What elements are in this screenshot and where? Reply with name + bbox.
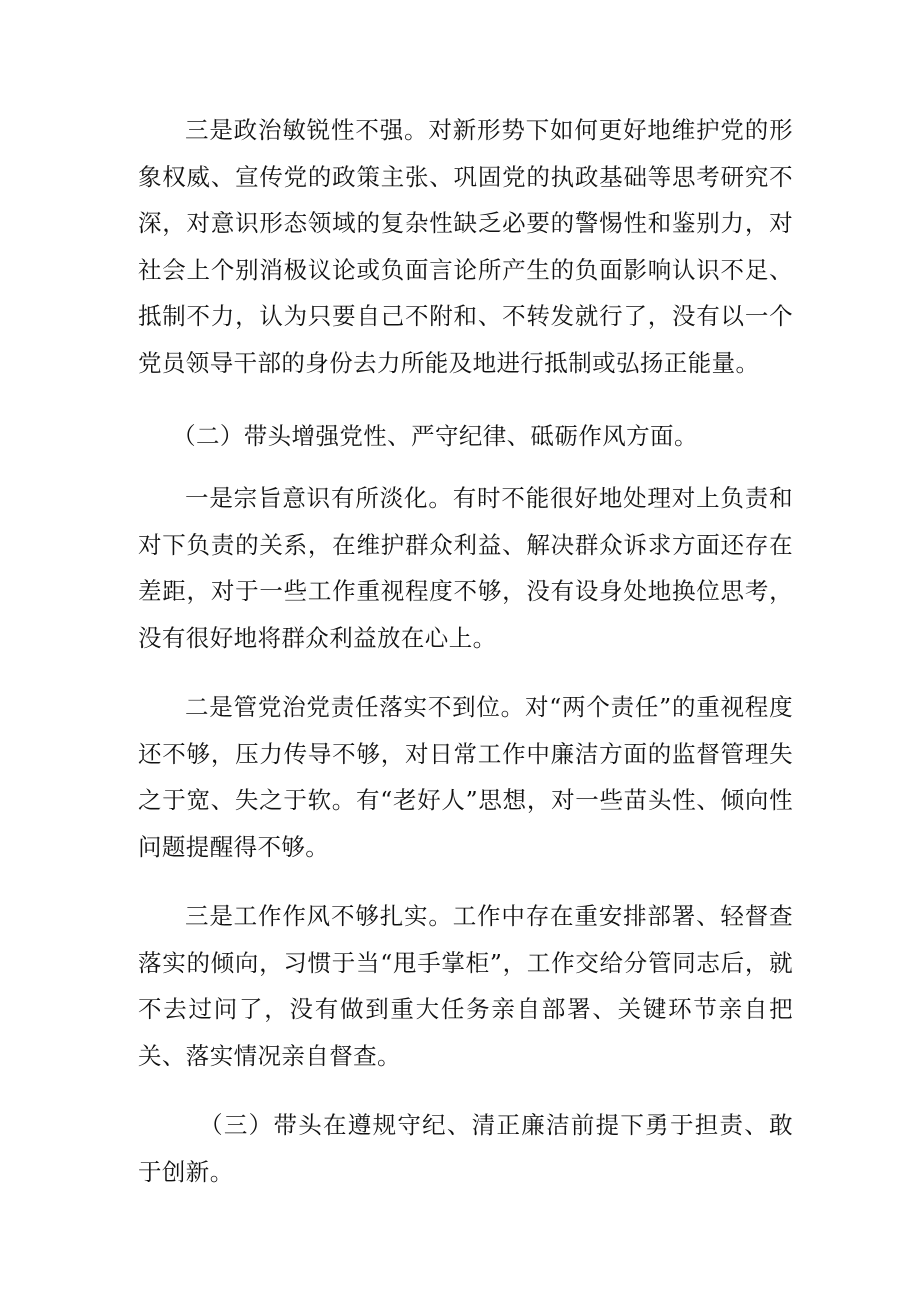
paragraph-party-responsibility: 二是管党治党责任落实不到位。对“两个责任”的重视程度还不够，压力传导不够，对日常工作中廉洁方面的监督管理失之于宽、失之于软。有“老好人”思想，对一些苗头性、倾向性问题提醒得不够。 [138,693,793,861]
section-heading-2: （二）带头增强党性、严守纪律、砥砺作风方面。 [172,422,698,450]
paragraph-political-sensitivity: 三是政治敏锐性不强。对新形势下如何更好地维护党的形象权威、宣传党的政策主张、巩固党的执政基础等思考研究不深，对意识形态领域的复杂性缺乏必要的警惕性和鉴别力，对社会上个别消极议论或负面言论所产生的负面影响认识不足、抵制不力，认为只要自己不附和、不转发就行了，没有以一个党员领导干部的身份去力所能及地进行抵制或弘扬正能量。 [138,116,793,377]
section-heading-3: （三）带头在遵规守纪、清正廉洁前提下勇于担责、敢于创新。 [138,1111,793,1186]
paragraph-work-style: 三是工作作风不够扎实。工作中存在重安排部署、轻督查落实的倾向，习惯于当“甩手掌柜”，工作交给分管同志后，就不去过问了，没有做到重大任务亲自部署、关键环节亲自把关、落实情况亲自督查。 [138,902,793,1070]
paragraph-purpose-awareness: 一是宗旨意识有所淡化。有时不能很好地处理对上负责和对下负责的关系，在维护群众利益、解决群众诉求方面还存在差距，对于一些工作重视程度不够，没有设身处地换位思考，没有很好地将群众利益放在心上。 [138,484,793,652]
